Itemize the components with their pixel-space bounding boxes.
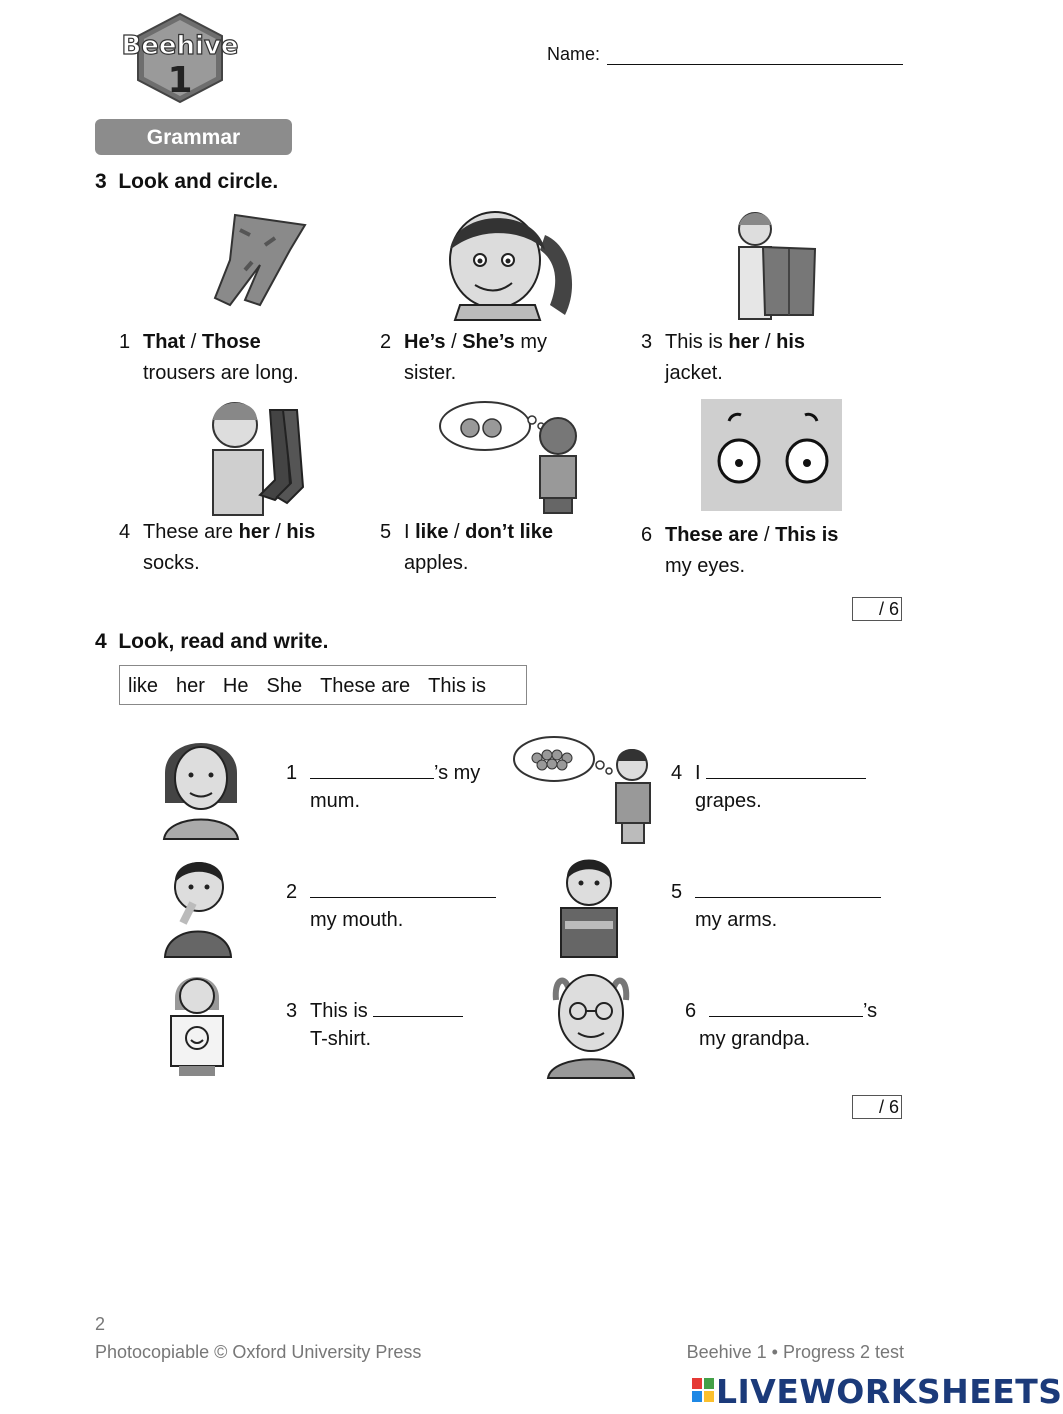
ex4-item-1: 1 ’s my mum.	[286, 762, 481, 812]
word-bank-item: like	[128, 675, 159, 697]
name-label: Name:	[547, 44, 601, 64]
boy-thinking-grapes-image	[512, 733, 658, 843]
exercise-title: Look and circle.	[118, 170, 279, 193]
option-b[interactable]: Those	[201, 331, 261, 353]
answer-blank[interactable]	[709, 998, 863, 1017]
ex3-item-1: 1 That / Those trousers are long.	[119, 331, 299, 384]
ex3-item-5: 5 I like / don’t like apples.	[380, 521, 553, 574]
girl-image	[440, 205, 580, 320]
option-a[interactable]: like	[415, 521, 449, 543]
grandpa-image	[546, 965, 636, 1078]
answer-blank[interactable]	[373, 998, 463, 1017]
logo-number: 1	[167, 60, 193, 101]
word-bank-item: This is	[428, 675, 486, 697]
word-bank-item: She	[266, 675, 303, 697]
exercise-4-heading	[95, 630, 328, 654]
word-bank	[119, 665, 527, 705]
copyright: Photocopiable © Oxford University Press	[95, 1342, 422, 1362]
section-label: Grammar	[95, 119, 292, 155]
liveworksheets-brand[interactable]: LIVEWORKSHEETS	[716, 1372, 1063, 1411]
test-name: Beehive 1 • Progress 2 test	[686, 1342, 904, 1362]
exercise-title: Look, read and write.	[118, 630, 329, 653]
boy-holding-jacket-image	[725, 207, 820, 319]
score-box: / 6	[852, 1095, 902, 1119]
liveworksheets-logo-icon	[692, 1378, 714, 1402]
option-b[interactable]: his	[776, 331, 806, 353]
answer-blank[interactable]	[310, 879, 496, 898]
option-a[interactable]: These are	[665, 524, 759, 546]
trousers-image	[190, 210, 310, 310]
boy-pointing-mouth-image	[163, 853, 233, 957]
eyes-image	[701, 399, 842, 511]
option-b[interactable]: don’t like	[465, 521, 553, 543]
logo-word: Beehive	[121, 31, 239, 61]
ex4-item-3: 3 This is T-shirt.	[286, 997, 463, 1053]
exercise-3-heading	[95, 170, 278, 194]
boy-holding-socks-image	[205, 395, 305, 515]
ex4-item-5: 5 my arms.	[671, 878, 881, 934]
option-a[interactable]: her	[728, 331, 760, 353]
answer-blank[interactable]	[310, 760, 434, 779]
boy-thinking-apples-image	[440, 398, 585, 513]
score-box: / 6	[852, 597, 902, 621]
option-a[interactable]: her	[238, 521, 270, 543]
exercise-number: 3	[95, 170, 107, 193]
ex3-item-2: 2 He’s / She’s my sister.	[380, 331, 548, 384]
option-b[interactable]: his	[286, 521, 316, 543]
option-b[interactable]: She’s	[462, 331, 515, 353]
option-b[interactable]: This is	[775, 524, 839, 546]
option-a[interactable]: He’s	[404, 331, 446, 353]
ex3-item-3: 3 This is her / his jacket.	[641, 331, 806, 384]
word-bank-item: These are	[320, 675, 411, 697]
option-a[interactable]: That	[143, 331, 186, 353]
boy-pointing-arms-image	[553, 853, 623, 957]
ex4-item-6: 6 ’s my grandpa.	[685, 1000, 878, 1050]
ex4-item-4: 4 I grapes.	[671, 759, 866, 815]
ex4-item-2: 2 my mouth.	[286, 878, 496, 934]
answer-blank[interactable]	[706, 760, 866, 779]
name-field-line[interactable]	[607, 64, 903, 65]
word-bank-item: her	[176, 675, 205, 697]
answer-blank[interactable]	[695, 879, 881, 898]
word-bank-item: He	[222, 675, 249, 697]
page-number: 2	[95, 1314, 106, 1334]
mum-image	[160, 733, 242, 839]
beehive-logo	[112, 12, 248, 104]
exercise-number: 4	[95, 630, 107, 653]
girl-tshirt-image	[165, 970, 229, 1076]
ex3-item-4: 4 These are her / his socks.	[119, 521, 316, 574]
ex3-item-6: 6 These are / This is my eyes.	[641, 524, 839, 577]
